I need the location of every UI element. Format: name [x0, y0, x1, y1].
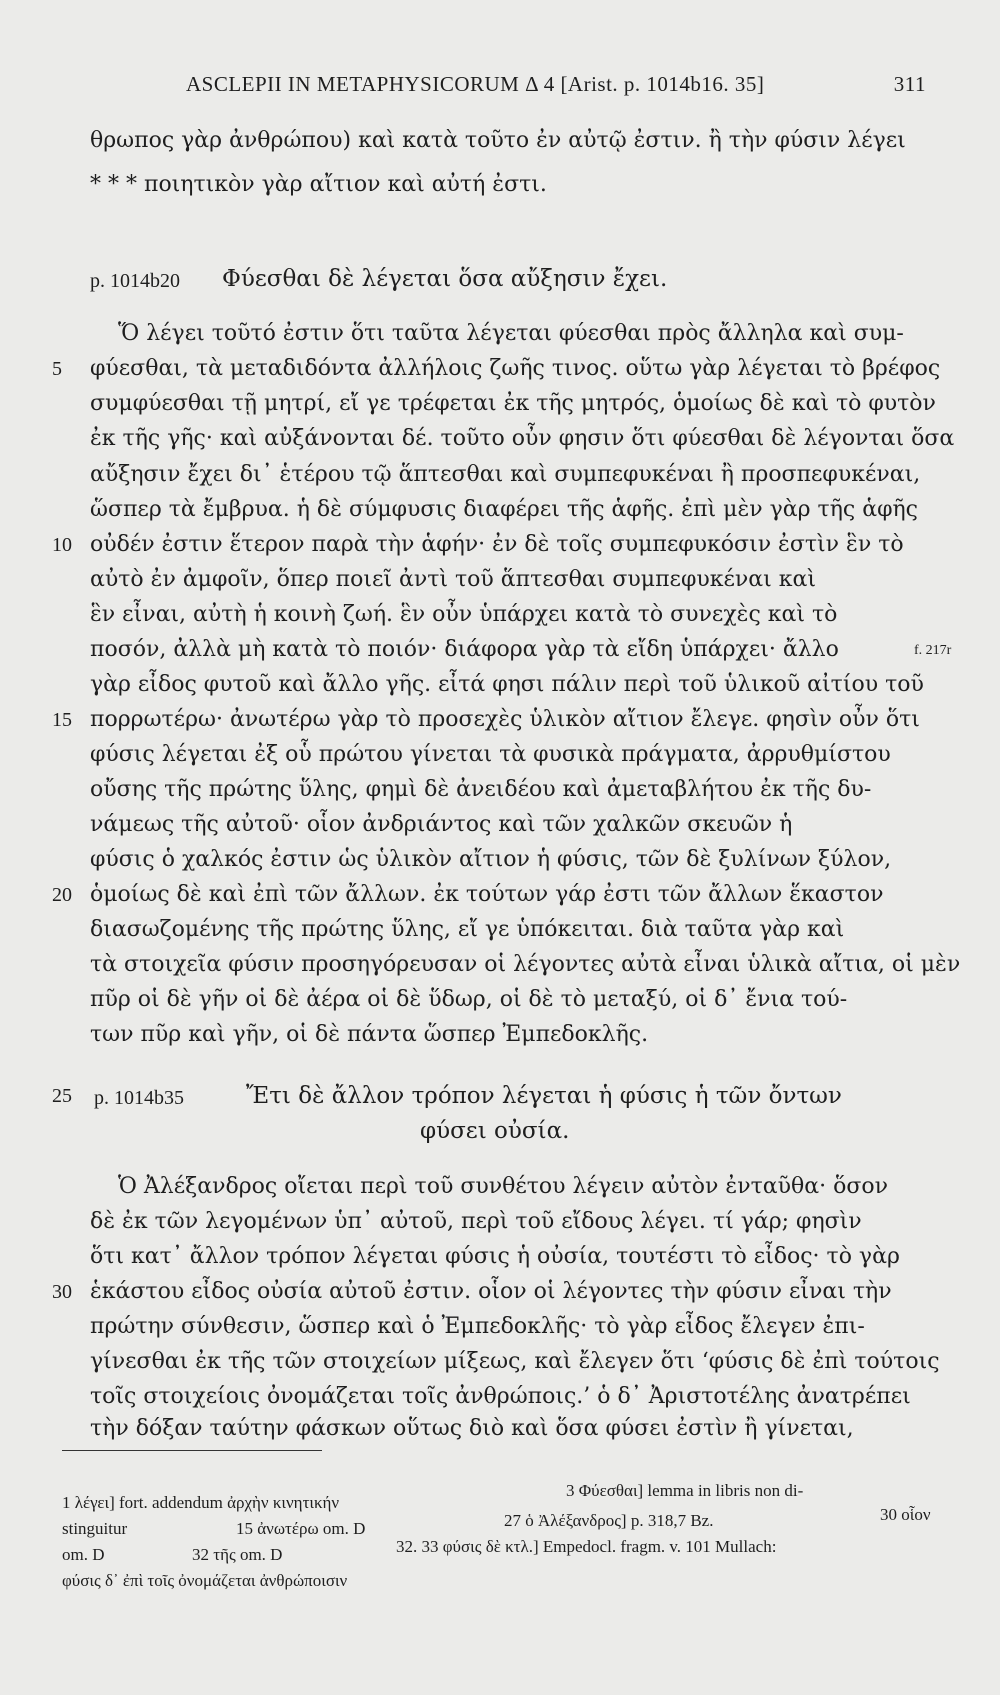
text-line: τὰ στοιχεῖα φύσιν προσηγόρευσαν οἱ λέγοντες αὐτὰ εἶναι ὑλικὰ αἴτια, οἱ μὲν [90, 952, 961, 977]
line-number: 20 [52, 884, 72, 906]
line-number: 10 [52, 534, 72, 556]
text-line: τὴν δόξαν ταύτην φάσκων οὕτως διὸ καὶ ὅσα φύσει ἐστὶν ἢ γίνεται, [90, 1416, 854, 1441]
footnote: 3 Φύεσθαι] lemma in libris non di- [566, 1481, 804, 1500]
lemma-reference: p. 1014b20 [90, 270, 180, 292]
text-line: οὐδέν ἐστιν ἕτερον παρὰ τὴν ἁφήν· ἐν δὲ τοῖς συμπεφυκόσιν ἐστὶν ἓν τὸ [90, 532, 904, 557]
text-line: ἑκάστου εἶδος οὐσία αὐτοῦ ἐστιν. οἷον οἱ λέγοντες τὴν φύσιν εἶναι τὴν [90, 1279, 892, 1304]
footnote: φύσις δ᾽ ἐπὶ τοῖς ὀνομάζεται ἀνθρώποισιν [62, 1571, 348, 1590]
footnote: 1 λέγει] fort. addendum ἀρχὴν κινητικήν [62, 1493, 340, 1512]
footnote: 15 ἀνωτέρω om. D [236, 1519, 366, 1538]
text-line: Ὅ λέγει τοῦτό ἐστιν ὅτι ταῦτα λέγεται φύεσθαι πρὸς ἄλληλα καὶ συμ- [118, 321, 904, 346]
text-line: φύσις λέγεται ἐξ οὗ πρώτου γίνεται τὰ φυσικὰ πράγματα, ἀρρυθμίστου [90, 742, 891, 767]
text-line: αὐτὸ ἐν ἀμφοῖν, ὅπερ ποιεῖ ἀντὶ τοῦ ἅπτεσθαι συμπεφυκέναι καὶ [90, 567, 816, 592]
lemma-text: Ἔτι δὲ ἄλλον τρόπον λέγεται ἡ φύσις ἡ τῶν ὄντων [246, 1083, 842, 1109]
text-line: ὅτι κατ᾽ ἄλλον τρόπον λέγεται φύσις ἡ οὐσία, τουτέστι τὸ εἶδος· τὸ γὰρ [90, 1244, 900, 1269]
line-number: 30 [52, 1281, 72, 1303]
text-line: ποσόν, ἀλλὰ μὴ κατὰ τὸ ποιόν· διάφορα γὰρ τὰ εἴδη ὑπάρχει· ἄλλο [90, 637, 839, 662]
text-line: θρωπος γὰρ ἀνθρώπου) καὶ κατὰ τοῦτο ἐν αὐτῷ ἐστιν. ἢ τὴν φύσιν λέγει [90, 128, 906, 153]
lemma-reference: p. 1014b35 [94, 1087, 184, 1109]
lemma-text: Φύεσθαι δὲ λέγεται ὅσα αὔξησιν ἔχει. [222, 266, 668, 292]
text-line: φύσις ὁ χαλκός ἐστιν ὡς ὑλικὸν αἴτιον ἡ φύσις, τῶν δὲ ξυλίνων ξύλον, [90, 847, 892, 872]
text-line: ἐκ τῆς γῆς· καὶ αὐξάνονται δέ. τοῦτο οὖν φησιν ὅτι φύεσθαι δὲ λέγονται ὅσα [90, 426, 955, 451]
folio-marker: f. 217r [914, 643, 952, 658]
text-line: πρώτην σύνθεσιν, ὥσπερ καὶ ὁ Ἐμπεδοκλῆς· τὸ γὰρ εἶδος ἔλεγεν ἐπι- [90, 1314, 865, 1339]
text-line: οὔσης τῆς πρώτης ὕλης, φημὶ δὲ ἀνειδέου καὶ ἀμεταβλήτου ἐκ τῆς δυ- [90, 777, 872, 802]
text-line: αὔξησιν ἔχει δι᾽ ἑτέρου τῷ ἅπτεσθαι καὶ συμπεφυκέναι ἢ προσπεφυκέναι, [90, 462, 921, 487]
footnote: stinguitur [62, 1519, 128, 1538]
running-title: ASCLEPII IN METAPHYSICORUM Δ 4 [Arist. p. 1014b16. 35] [186, 72, 765, 96]
lemma-text: φύσει οὐσία. [420, 1118, 570, 1144]
footnote: om. D [62, 1545, 105, 1564]
text-line: πῦρ οἱ δὲ γῆν οἱ δὲ ἀέρα οἱ δὲ ὕδωρ, οἱ δὲ τὸ μεταξύ, οἱ δ᾽ ἔνια τού- [90, 987, 848, 1012]
text-line: πορρωτέρω· ἀνωτέρω γὰρ τὸ προσεχὲς ὑλικὸν αἴτιον ἔλεγε. φησὶν οὖν ὅτι [90, 707, 920, 732]
text-line: ἓν εἶναι, αὐτὴ ἡ κοινὴ ζωή. ἓν οὖν ὑπάρχει κατὰ τὸ συνεχὲς καὶ τὸ [90, 602, 838, 627]
text-line: ὁμοίως δὲ καὶ ἐπὶ τῶν ἄλλων. ἐκ τούτων γάρ ἐστι τῶν ἄλλων ἕκαστον [90, 882, 884, 907]
text-line: * * * ποιητικὸν γὰρ αἴτιον καὶ αὐτή ἐστι. [90, 172, 547, 197]
text-line: των πῦρ καὶ γῆν, οἱ δὲ πάντα ὥσπερ Ἐμπεδοκλῆς. [90, 1022, 649, 1047]
text-line: γίνεσθαι ἐκ τῆς τῶν στοιχείων μίξεως, καὶ ἔλεγεν ὅτι ‘φύσις δὲ ἐπὶ τούτοις [90, 1349, 940, 1374]
text-line: γὰρ εἶδος φυτοῦ καὶ ἄλλο γῆς. εἶτά φησι πάλιν περὶ τοῦ ὑλικοῦ αἰτίου τοῦ [90, 672, 924, 697]
text-line: φύεσθαι, τὰ μεταδιδόντα ἀλλήλοις ζωῆς τινος. οὕτω γὰρ λέγεται τὸ βρέφος [90, 356, 941, 381]
text-line: νάμεως τῆς αὐτοῦ· οἷον ἀνδριάντος καὶ τῶν χαλκῶν σκευῶν ἡ [90, 812, 793, 837]
line-number: 5 [52, 358, 62, 380]
footnote: 30 οἷον [880, 1505, 931, 1524]
footnote: 27 ὁ Ἀλέξανδρος] p. 318,7 Bz. [504, 1511, 714, 1530]
text-line: τοῖς στοιχείοις ὀνομάζεται τοῖς ἀνθρώποις.’ ὁ δ᾽ Ἀριστοτέλης ἀνατρέπει [90, 1384, 911, 1409]
footnote-rule [62, 1450, 322, 1451]
footnote: 32 τῆς om. D [192, 1545, 283, 1564]
text-line: Ὁ Ἀλέξανδρος οἴεται περὶ τοῦ συνθέτου λέγειν αὐτὸν ἐνταῦθα· ὅσον [118, 1174, 888, 1199]
text-line: δὲ ἐκ τῶν λεγομένων ὑπ᾽ αὐτοῦ, περὶ τοῦ εἴδους λέγει. τί γάρ; φησὶν [90, 1209, 862, 1234]
text-line: συμφύεσθαι τῇ μητρί, εἴ γε τρέφεται ἐκ τῆς μητρός, ὁμοίως δὲ καὶ τὸ φυτὸν [90, 391, 936, 416]
text-line: ὥσπερ τὰ ἔμβρυα. ἡ δὲ σύμφυσις διαφέρει τῆς ἁφῆς. ἐπὶ μὲν γὰρ τῆς ἁφῆς [90, 497, 918, 522]
text-line: διασωζομένης τῆς πρώτης ὕλης, εἴ γε ὑπόκειται. διὰ ταῦτα γὰρ καὶ [90, 917, 845, 942]
line-number: 25 [52, 1085, 72, 1107]
footnote: 32. 33 φύσις δὲ κτλ.] Empedocl. fragm. v. 101 Mullach: [396, 1537, 777, 1556]
line-number: 15 [52, 709, 72, 731]
page-number: 311 [893, 72, 926, 96]
